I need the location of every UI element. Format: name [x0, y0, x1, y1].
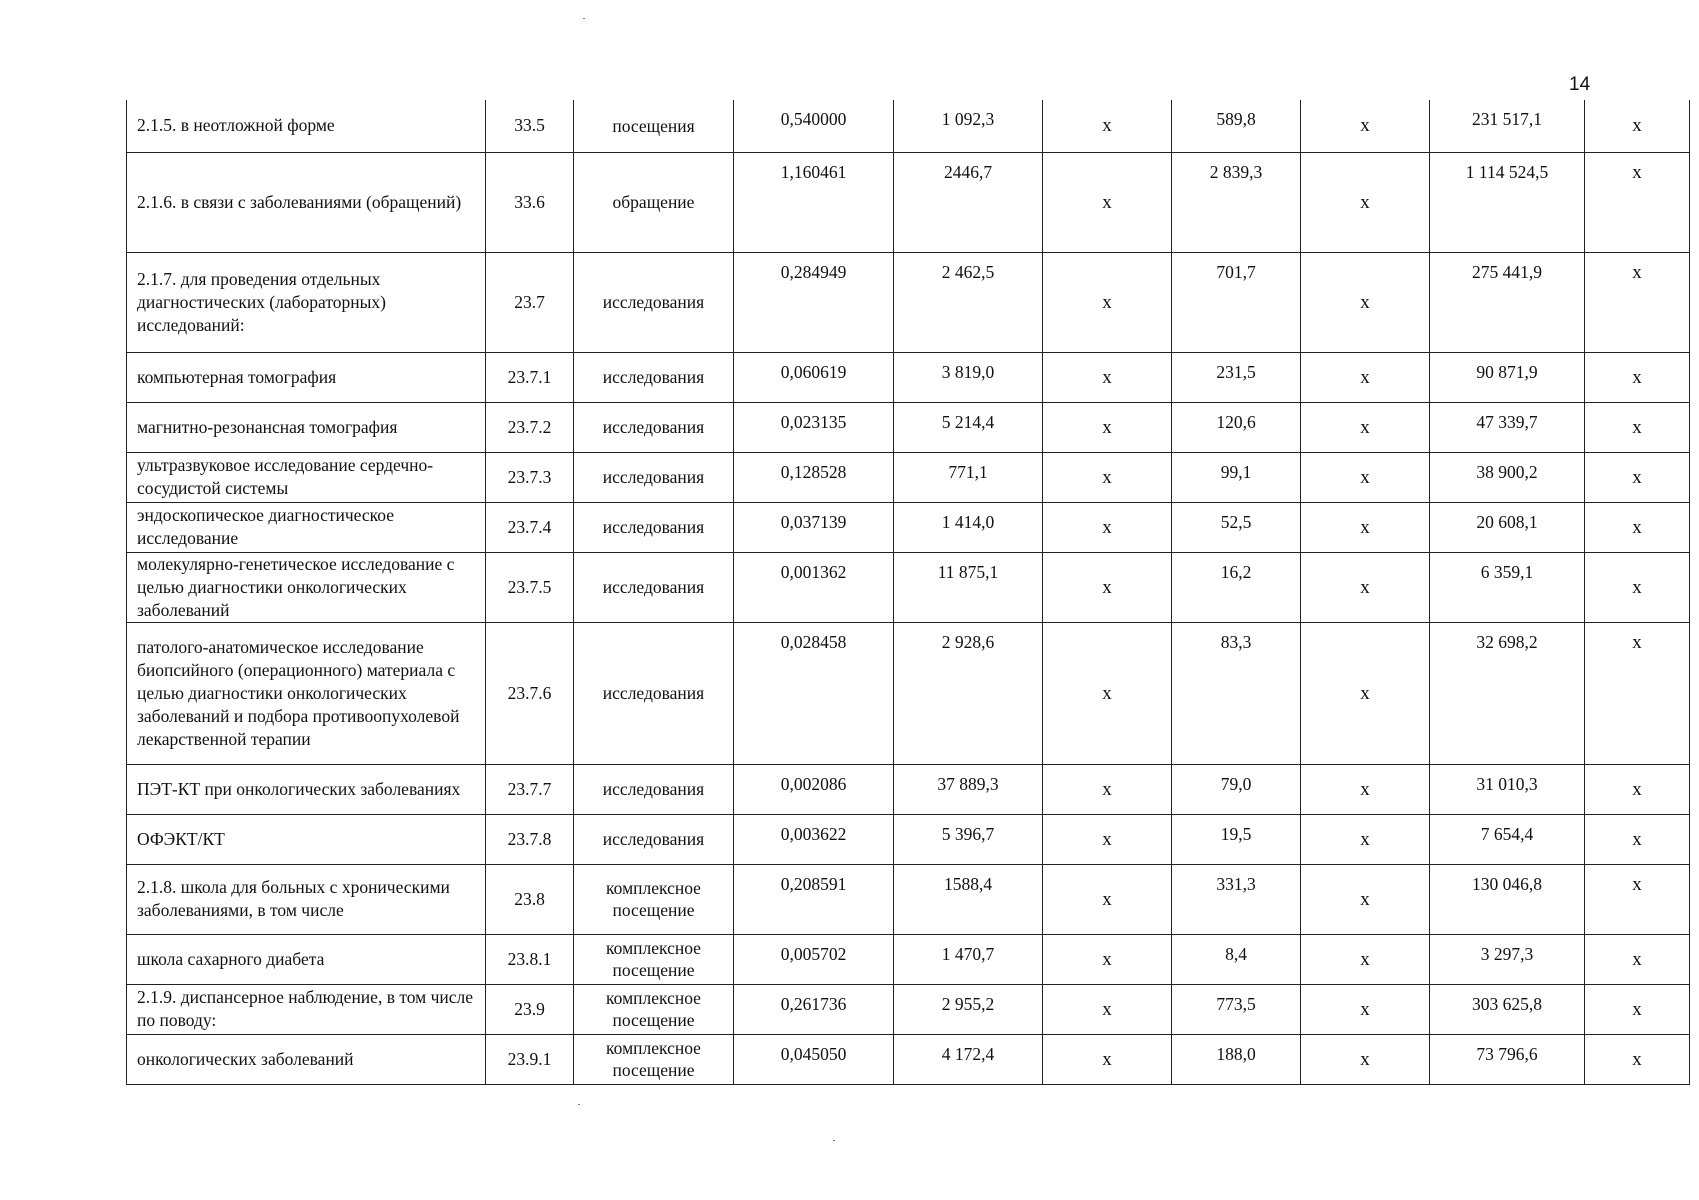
row-name-cell: 2.1.5. в неотложной форме: [127, 100, 486, 152]
row-name-cell: ПЭТ-КТ при онкологических заболеваниях: [127, 764, 486, 814]
row-value-2-cell: 771,1: [894, 452, 1043, 502]
row-unit-cell: обращение: [574, 152, 734, 252]
row-x-mark-1-cell: х: [1043, 452, 1172, 502]
row-value-1-cell: 0,060619: [734, 352, 894, 402]
row-x-mark-2-cell: х: [1301, 402, 1430, 452]
row-name-cell: школа сахарного диабета: [127, 934, 486, 984]
row-value-2-cell: 5 214,4: [894, 402, 1043, 452]
row-x-mark-1-cell: х: [1043, 402, 1172, 452]
scan-speck: [583, 18, 585, 19]
row-value-1-cell: 0,002086: [734, 764, 894, 814]
table-row: [127, 402, 1690, 452]
tariff-table: [126, 100, 1690, 1085]
row-value-2-cell: 1 470,7: [894, 934, 1043, 984]
row-x-mark-2-cell: х: [1301, 502, 1430, 552]
row-value-4-cell: 6 359,1: [1430, 552, 1585, 622]
row-unit-cell: комплексное посещение: [574, 934, 734, 984]
row-x-mark-2-cell: х: [1301, 1034, 1430, 1084]
row-unit-cell: комплексное посещение: [574, 984, 734, 1034]
row-x-mark-2-cell: х: [1301, 100, 1430, 152]
row-value-3-cell: 99,1: [1172, 452, 1301, 502]
row-code-cell: 23.7.6: [486, 622, 574, 764]
row-x-mark-1-cell: х: [1043, 1034, 1172, 1084]
row-value-3-cell: 19,5: [1172, 814, 1301, 864]
row-value-1-cell: 0,001362: [734, 552, 894, 622]
row-value-1-cell: 0,208591: [734, 864, 894, 934]
page-number: 14: [1569, 74, 1591, 95]
table-row: [127, 352, 1690, 402]
table-row: [127, 552, 1690, 622]
row-x-mark-3-cell: х: [1585, 622, 1690, 764]
row-x-mark-3-cell: х: [1585, 352, 1690, 402]
row-value-1-cell: 1,160461: [734, 152, 894, 252]
row-x-mark-3-cell: х: [1585, 552, 1690, 622]
row-value-3-cell: 16,2: [1172, 552, 1301, 622]
row-value-3-cell: 52,5: [1172, 502, 1301, 552]
row-x-mark-3-cell: х: [1585, 452, 1690, 502]
table-row: [127, 984, 1690, 1034]
row-x-mark-2-cell: х: [1301, 934, 1430, 984]
row-value-4-cell: 47 339,7: [1430, 402, 1585, 452]
row-name-cell: компьютерная томография: [127, 352, 486, 402]
row-code-cell: 23.7.2: [486, 402, 574, 452]
row-x-mark-2-cell: х: [1301, 814, 1430, 864]
row-value-3-cell: 8,4: [1172, 934, 1301, 984]
row-code-cell: 33.6: [486, 152, 574, 252]
row-x-mark-1-cell: х: [1043, 864, 1172, 934]
row-value-1-cell: 0,023135: [734, 402, 894, 452]
row-value-4-cell: 3 297,3: [1430, 934, 1585, 984]
row-name-cell: онкологических заболеваний: [127, 1034, 486, 1084]
row-value-2-cell: 3 819,0: [894, 352, 1043, 402]
row-value-1-cell: 0,028458: [734, 622, 894, 764]
row-x-mark-1-cell: х: [1043, 814, 1172, 864]
row-x-mark-1-cell: х: [1043, 252, 1172, 352]
row-value-3-cell: 589,8: [1172, 100, 1301, 152]
table-row: [127, 814, 1690, 864]
row-value-4-cell: 303 625,8: [1430, 984, 1585, 1034]
row-value-4-cell: 32 698,2: [1430, 622, 1585, 764]
row-value-1-cell: 0,005702: [734, 934, 894, 984]
row-value-3-cell: 83,3: [1172, 622, 1301, 764]
row-code-cell: 23.7.7: [486, 764, 574, 814]
row-code-cell: 23.9.1: [486, 1034, 574, 1084]
row-value-4-cell: 7 654,4: [1430, 814, 1585, 864]
row-x-mark-3-cell: х: [1585, 502, 1690, 552]
row-x-mark-2-cell: х: [1301, 984, 1430, 1034]
scan-speck: [578, 1104, 580, 1105]
row-value-4-cell: 275 441,9: [1430, 252, 1585, 352]
row-unit-cell: комплексное посещение: [574, 1034, 734, 1084]
row-value-4-cell: 73 796,6: [1430, 1034, 1585, 1084]
row-name-cell: ультразвуковое исследование сердечно-сосудистой системы: [127, 452, 486, 502]
row-value-4-cell: 38 900,2: [1430, 452, 1585, 502]
row-name-cell: 2.1.9. диспансерное наблюдение, в том числе по поводу:: [127, 984, 486, 1034]
row-x-mark-2-cell: х: [1301, 452, 1430, 502]
row-x-mark-3-cell: х: [1585, 100, 1690, 152]
row-value-3-cell: 120,6: [1172, 402, 1301, 452]
row-code-cell: 23.8: [486, 864, 574, 934]
row-unit-cell: исследования: [574, 402, 734, 452]
row-x-mark-3-cell: х: [1585, 934, 1690, 984]
row-value-4-cell: 1 114 524,5: [1430, 152, 1585, 252]
row-code-cell: 23.7.8: [486, 814, 574, 864]
row-name-cell: 2.1.7. для проведения отдельных диагностических (лабораторных) исследований:: [127, 252, 486, 352]
row-x-mark-3-cell: х: [1585, 864, 1690, 934]
row-x-mark-1-cell: х: [1043, 100, 1172, 152]
row-code-cell: 33.5: [486, 100, 574, 152]
row-value-2-cell: 2 462,5: [894, 252, 1043, 352]
row-x-mark-3-cell: х: [1585, 764, 1690, 814]
row-code-cell: 23.7.1: [486, 352, 574, 402]
row-x-mark-3-cell: х: [1585, 152, 1690, 252]
row-value-2-cell: 11 875,1: [894, 552, 1043, 622]
row-x-mark-3-cell: х: [1585, 984, 1690, 1034]
row-value-4-cell: 20 608,1: [1430, 502, 1585, 552]
row-value-4-cell: 90 871,9: [1430, 352, 1585, 402]
row-value-2-cell: 1 092,3: [894, 100, 1043, 152]
table-row: [127, 622, 1690, 764]
row-x-mark-1-cell: х: [1043, 152, 1172, 252]
row-value-3-cell: 2 839,3: [1172, 152, 1301, 252]
row-unit-cell: исследования: [574, 452, 734, 502]
row-unit-cell: исследования: [574, 814, 734, 864]
table-row: [127, 864, 1690, 934]
table-row: [127, 1034, 1690, 1084]
row-value-3-cell: 79,0: [1172, 764, 1301, 814]
row-code-cell: 23.7.5: [486, 552, 574, 622]
row-unit-cell: исследования: [574, 552, 734, 622]
row-x-mark-1-cell: х: [1043, 622, 1172, 764]
row-unit-cell: посещения: [574, 100, 734, 152]
row-x-mark-3-cell: х: [1585, 1034, 1690, 1084]
row-unit-cell: исследования: [574, 622, 734, 764]
row-value-3-cell: 701,7: [1172, 252, 1301, 352]
row-name-cell: 2.1.8. школа для больных с хроническими заболеваниями, в том числе: [127, 864, 486, 934]
row-value-2-cell: 1588,4: [894, 864, 1043, 934]
row-value-1-cell: 0,261736: [734, 984, 894, 1034]
scan-speck: [833, 1140, 835, 1141]
row-x-mark-1-cell: х: [1043, 502, 1172, 552]
table-row: [127, 100, 1690, 152]
table-row: [127, 252, 1690, 352]
row-value-1-cell: 0,284949: [734, 252, 894, 352]
row-value-1-cell: 0,128528: [734, 452, 894, 502]
table-row: [127, 152, 1690, 252]
row-x-mark-3-cell: х: [1585, 252, 1690, 352]
row-value-3-cell: 773,5: [1172, 984, 1301, 1034]
row-name-cell: магнитно-резонансная томография: [127, 402, 486, 452]
row-x-mark-2-cell: х: [1301, 252, 1430, 352]
row-unit-cell: исследования: [574, 252, 734, 352]
row-code-cell: 23.8.1: [486, 934, 574, 984]
row-value-4-cell: 31 010,3: [1430, 764, 1585, 814]
row-x-mark-2-cell: х: [1301, 622, 1430, 764]
row-value-3-cell: 188,0: [1172, 1034, 1301, 1084]
row-value-4-cell: 231 517,1: [1430, 100, 1585, 152]
table-row: [127, 452, 1690, 502]
table-row: [127, 502, 1690, 552]
row-x-mark-2-cell: х: [1301, 764, 1430, 814]
row-name-cell: ОФЭКТ/КТ: [127, 814, 486, 864]
row-name-cell: 2.1.6. в связи с заболеваниями (обращений): [127, 152, 486, 252]
row-value-2-cell: 5 396,7: [894, 814, 1043, 864]
row-x-mark-2-cell: х: [1301, 152, 1430, 252]
row-x-mark-1-cell: х: [1043, 984, 1172, 1034]
row-x-mark-1-cell: х: [1043, 934, 1172, 984]
row-value-2-cell: 4 172,4: [894, 1034, 1043, 1084]
row-value-2-cell: 1 414,0: [894, 502, 1043, 552]
row-x-mark-2-cell: х: [1301, 352, 1430, 402]
table-row: [127, 764, 1690, 814]
row-x-mark-3-cell: х: [1585, 814, 1690, 864]
row-value-3-cell: 231,5: [1172, 352, 1301, 402]
row-value-1-cell: 0,037139: [734, 502, 894, 552]
row-name-cell: патолого-анатомическое исследование биопсийного (операционного) материала с целью диагностики онкологических заболеваний и подбора противоопухолевой лекарственной терапии: [127, 622, 486, 764]
row-x-mark-2-cell: х: [1301, 864, 1430, 934]
table-body: [127, 100, 1690, 1084]
row-value-2-cell: 2 955,2: [894, 984, 1043, 1034]
row-unit-cell: исследования: [574, 352, 734, 402]
row-value-2-cell: 37 889,3: [894, 764, 1043, 814]
row-value-2-cell: 2446,7: [894, 152, 1043, 252]
row-code-cell: 23.9: [486, 984, 574, 1034]
row-x-mark-1-cell: х: [1043, 764, 1172, 814]
row-x-mark-2-cell: х: [1301, 552, 1430, 622]
row-code-cell: 23.7.4: [486, 502, 574, 552]
row-value-1-cell: 0,540000: [734, 100, 894, 152]
row-x-mark-3-cell: х: [1585, 402, 1690, 452]
row-name-cell: эндоскопическое диагностическое исследование: [127, 502, 486, 552]
row-unit-cell: комплексное посещение: [574, 864, 734, 934]
row-value-4-cell: 130 046,8: [1430, 864, 1585, 934]
row-unit-cell: исследования: [574, 764, 734, 814]
row-name-cell: молекулярно-генетическое исследование с целью диагностики онкологических заболеваний: [127, 552, 486, 622]
row-x-mark-1-cell: х: [1043, 352, 1172, 402]
row-unit-cell: исследования: [574, 502, 734, 552]
table-row: [127, 934, 1690, 984]
row-value-2-cell: 2 928,6: [894, 622, 1043, 764]
row-x-mark-1-cell: х: [1043, 552, 1172, 622]
row-code-cell: 23.7.3: [486, 452, 574, 502]
row-value-3-cell: 331,3: [1172, 864, 1301, 934]
row-code-cell: 23.7: [486, 252, 574, 352]
row-value-1-cell: 0,045050: [734, 1034, 894, 1084]
row-value-1-cell: 0,003622: [734, 814, 894, 864]
